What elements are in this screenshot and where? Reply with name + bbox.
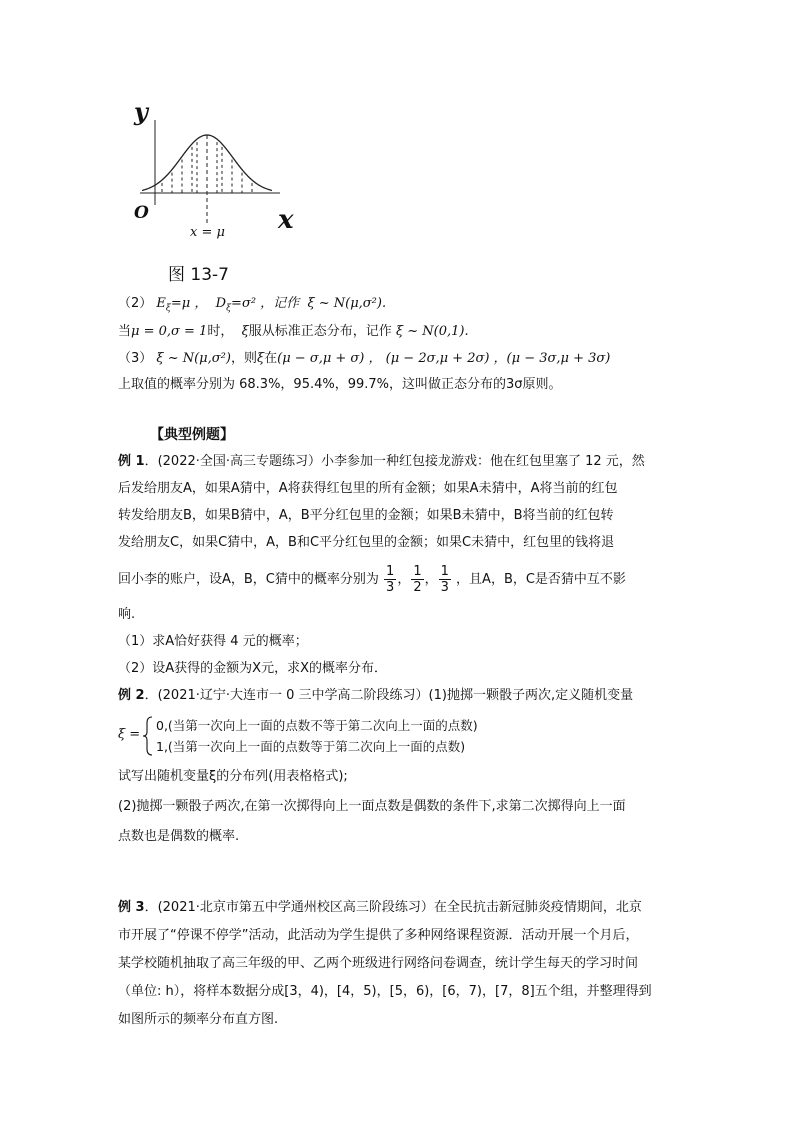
example3-line1: [118, 898, 642, 918]
frac3-num: 1: [440, 564, 449, 579]
property-line-5: 上取值的概率分别为 68.3%，95.4%，99.7%，这叫做正态分布的3σ原则。: [118, 377, 562, 392]
example1-question1: （1）求A恰好获得 4 元的概率；: [118, 634, 308, 649]
example1-line1: [118, 452, 645, 472]
example3-label: 例 3: [118, 900, 145, 915]
y-axis-label: y: [134, 97, 148, 126]
example1-question2: （2）设A获得的金额为X元，求X的概率分布．: [118, 661, 387, 676]
frac1-num: 1: [386, 564, 395, 579]
left-brace-icon: [142, 716, 154, 756]
fraction-one-half: [411, 564, 423, 595]
example1-line2: 后发给朋友A，如果A猜中，A将获得红包里的所有金额；如果A未猜中，A将当前的红包: [118, 481, 618, 496]
expectation-sub: ξ: [165, 303, 171, 314]
item3-xi: ξ: [256, 351, 265, 366]
example2-text1: ．(2021·辽宁·大连市一 0 三中学高二阶段练习）(1)抛掷一颗骰子两次,定义随机变量: [144, 688, 634, 703]
normal-curve-figure: [120, 95, 310, 255]
frac3-den: 3: [440, 580, 449, 595]
fraction-one-third-b: [439, 564, 451, 595]
expectation-rhs: =μ ，: [170, 296, 208, 311]
normal-dist-notation: ξ ~ N(μ,σ²).: [307, 296, 387, 311]
item3-dist: ξ ~ N(μ,σ²): [156, 351, 231, 366]
item3-prefix: （3）: [118, 351, 153, 366]
frac-sep-1: ，: [397, 572, 411, 587]
section-title: 【典型例题】: [150, 427, 234, 443]
example2-label: 例 2: [118, 688, 145, 703]
example1-line5-b: ，且A，B，C是否猜中互不影: [456, 572, 626, 587]
line3-math: μ = 0,σ = 1: [131, 324, 208, 339]
fraction-one-third-a: [384, 564, 396, 595]
piecewise-definition: [118, 714, 538, 758]
variance-rhs: =σ² ，记作: [231, 296, 300, 311]
example2-line5: 点数也是偶数的概率.: [118, 829, 240, 844]
xi-equals: ξ =: [118, 727, 141, 742]
line3-xi: ξ: [241, 324, 249, 339]
line3-d: 服从标准正态分布，记作: [248, 324, 392, 339]
example2-line4: (2)抛掷一颗骰子两次,在第一次掷得向上一面点数是偶数的条件下,求第二次掷得向上一面: [118, 799, 626, 814]
expectation-symbol: E: [156, 296, 166, 311]
example3-line5: 如图所示的频率分布直方图.: [118, 1012, 279, 1027]
line3-b: 时，: [207, 324, 234, 339]
standard-normal-notation: ξ ~ N(0,1).: [395, 324, 469, 339]
example1-line4: 发给朋友C，如果C猜中，A，B和C平分红包里的金额；如果C未猜中，红包里的钱将退: [118, 535, 615, 550]
variance-sub: ξ: [226, 303, 232, 314]
example1-line3: 转发给朋友B，如果B猜中，A，B平分红包里的金额；如果B未猜中，B将当前的红包转: [118, 508, 614, 523]
property-line-3: [118, 322, 469, 342]
example1-text1: ．(2022·全国·高三专题练习）小李参加一种红包接龙游戏：他在红包里塞了 12 元，然: [144, 454, 645, 469]
line3-a: 当: [118, 324, 132, 339]
case-1: 0,(当第一次向上一面的点数不等于第二次向上一面的点数): [156, 718, 478, 733]
frac2-den: 2: [413, 580, 422, 595]
example1-line6: 响.: [118, 607, 136, 622]
frac-sep-2: ，: [424, 572, 438, 587]
frac2-num: 1: [413, 564, 422, 579]
example3-text1: ．(2021·北京市第五中学通州校区高三阶段练习）在全民抗击新冠肺炎疫情期间，北京: [144, 900, 642, 915]
property-line-4: [118, 349, 610, 369]
x-axis-label: x: [278, 205, 294, 235]
figure-caption: 图 13-7: [168, 265, 229, 285]
example2-line1: [118, 686, 633, 706]
origin-label: O: [134, 203, 149, 223]
example2-line3: 试写出随机变量ξ的分布列(用表格格式);: [118, 769, 348, 784]
example3-line3: 某学校随机抽取了高三年级的甲、乙两个班级进行网络问卷调查，统计学生每天的学习时间: [118, 956, 639, 971]
example3-line2: 市开展了“停课不停学”活动，此活动为学生提供了多种网络课程资源．活动开展一个月后，: [118, 928, 639, 943]
property-line-2: [118, 294, 386, 319]
item3-intervals: (μ − σ,μ + σ) ， (μ − 2σ,μ + 2σ) ，(μ − 3σ,μ + 3σ): [277, 351, 611, 366]
example1-line5-a: 回小李的账户，设A，B，C猜中的概率分别为: [118, 572, 379, 587]
example1-label: 例 1: [118, 454, 145, 469]
case-2: 1,(当第一次向上一面的点数等于第二次向上一面的点数): [156, 739, 466, 754]
variance-symbol: D: [215, 296, 227, 311]
item2-prefix: （2）: [118, 296, 153, 311]
mu-label: x = μ: [190, 225, 225, 240]
item3-d: 在: [264, 351, 278, 366]
item3-b: ，则: [230, 351, 257, 366]
example3-line4: （单位: h），将样本数据分成[3，4)，[4，5)，[5，6)，[6，7)，[7，8]五个组，并整理得到: [118, 984, 652, 999]
example1-line5: [118, 562, 626, 598]
frac1-den: 3: [386, 580, 395, 595]
